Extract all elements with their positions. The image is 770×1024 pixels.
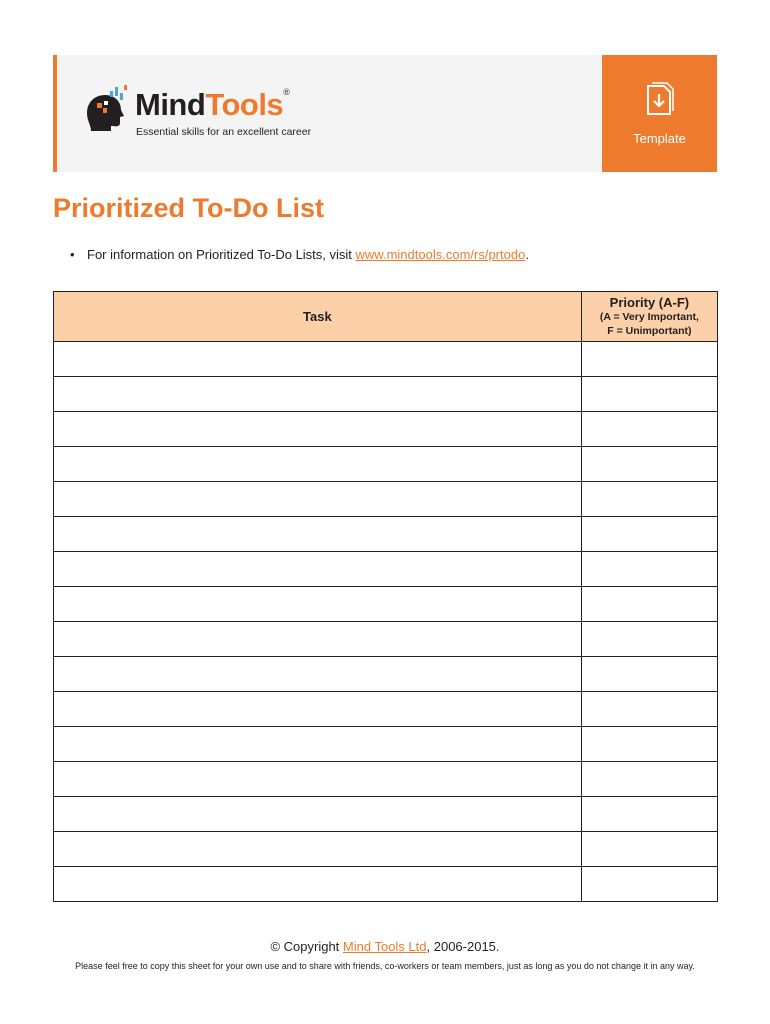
table-header-row (54, 292, 718, 342)
task-cell[interactable] (54, 342, 582, 377)
priority-cell[interactable] (581, 552, 717, 587)
table-row (54, 552, 718, 587)
task-cell[interactable] (54, 517, 582, 552)
table-row (54, 412, 718, 447)
table-row (54, 797, 718, 832)
task-cell[interactable] (54, 587, 582, 622)
task-header-label: Task (303, 308, 332, 324)
priority-cell[interactable] (581, 692, 717, 727)
template-label: Template (633, 131, 686, 146)
todo-table (53, 291, 718, 902)
header-banner (53, 55, 717, 172)
copyright-link[interactable]: Mind Tools Ltd (342, 939, 427, 954)
brand-name (135, 87, 289, 123)
task-cell[interactable] (54, 762, 582, 797)
template-badge (602, 55, 717, 172)
info-link[interactable]: www.mindtools.com/rs/prtodo (355, 247, 526, 262)
download-document-icon (642, 82, 678, 118)
head-logo-icon (83, 85, 133, 137)
task-cell[interactable] (54, 797, 582, 832)
priority-cell[interactable] (581, 622, 717, 657)
priority-cell[interactable] (581, 867, 717, 902)
priority-column-header (581, 292, 717, 342)
priority-cell[interactable] (581, 482, 717, 517)
table-row (54, 727, 718, 762)
priority-cell[interactable] (581, 657, 717, 692)
priority-cell[interactable] (581, 377, 717, 412)
priority-cell[interactable] (581, 447, 717, 482)
brand-tools: Tools (205, 87, 284, 122)
brand-tagline: Essential skills for an excellent career (136, 126, 312, 138)
header-accent-bar (53, 55, 57, 172)
mindtools-logo (83, 81, 323, 141)
todo-table-body (54, 342, 718, 902)
copyright-line (0, 939, 770, 954)
table-row (54, 867, 718, 902)
task-cell[interactable] (54, 482, 582, 517)
priority-cell[interactable] (581, 587, 717, 622)
priority-cell[interactable] (581, 797, 717, 832)
task-cell[interactable] (54, 377, 582, 412)
task-cell[interactable] (54, 412, 582, 447)
registered-mark: ® (283, 87, 290, 97)
bullet: • (70, 247, 75, 262)
task-cell[interactable] (54, 552, 582, 587)
task-cell[interactable] (54, 832, 582, 867)
table-row (54, 517, 718, 552)
priority-cell[interactable] (581, 727, 717, 762)
usage-note: Please feel free to copy this sheet for your own use and to share with friends, co-workers or team members, just as long as you do not change it in any way. (75, 961, 695, 971)
brand-mind: Mind (135, 87, 206, 122)
task-cell[interactable] (54, 622, 582, 657)
priority-cell[interactable] (581, 832, 717, 867)
info-line (70, 247, 529, 262)
table-row (54, 587, 718, 622)
task-cell[interactable] (54, 727, 582, 762)
priority-cell[interactable] (581, 762, 717, 797)
table-row (54, 622, 718, 657)
copyright-prefix: © Copyright (270, 939, 343, 954)
priority-cell[interactable] (581, 342, 717, 377)
table-row (54, 762, 718, 797)
task-cell[interactable] (54, 447, 582, 482)
table-row (54, 832, 718, 867)
page-title: Prioritized To-Do List (53, 193, 324, 223)
task-cell[interactable] (54, 657, 582, 692)
task-cell[interactable] (54, 867, 582, 902)
table-row (54, 482, 718, 517)
info-prefix: For information on Prioritized To-Do Lists, visit (87, 247, 356, 262)
copyright-suffix: , 2006-2015. (426, 939, 500, 954)
task-cell[interactable] (54, 692, 582, 727)
table-row (54, 447, 718, 482)
info-suffix: . (525, 247, 529, 262)
priority-header-sub1: (A = Very Important, (599, 311, 699, 323)
table-row (54, 342, 718, 377)
table-row (54, 657, 718, 692)
table-row (54, 377, 718, 412)
priority-cell[interactable] (581, 412, 717, 447)
priority-cell[interactable] (581, 517, 717, 552)
priority-header-sub2: F = Unimportant) (607, 325, 692, 337)
priority-header-label: Priority (A-F) (609, 295, 690, 310)
table-row (54, 692, 718, 727)
task-column-header (54, 292, 582, 342)
